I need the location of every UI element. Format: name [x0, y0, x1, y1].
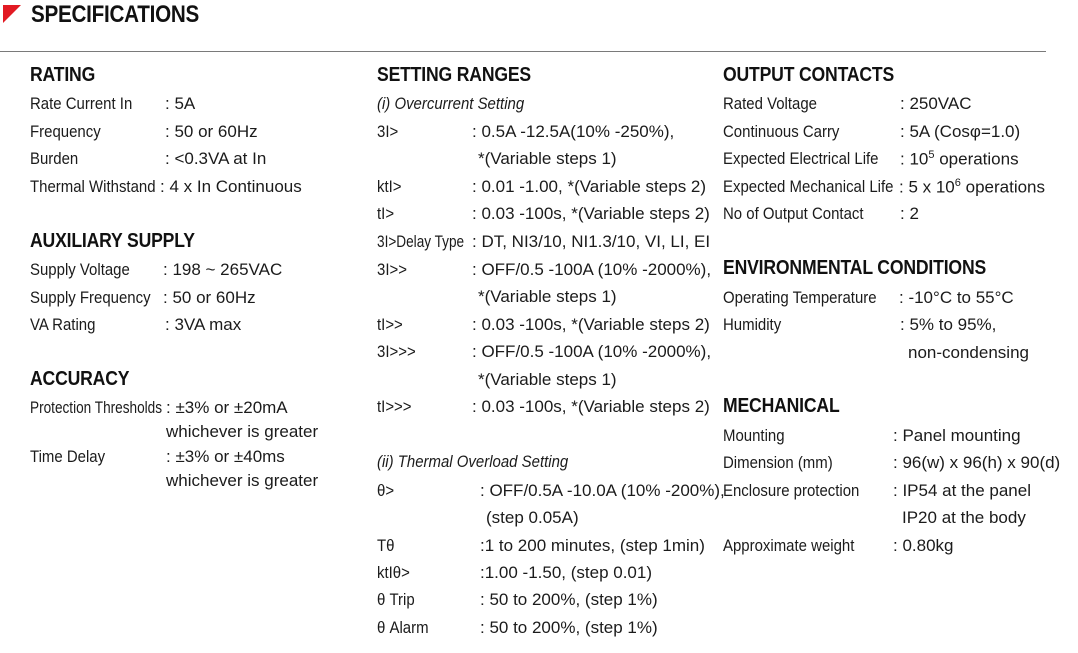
rating-heading: RATING: [30, 64, 96, 86]
spec-label: Dimension (mm): [723, 453, 833, 472]
thermal-subheading: (ii) Thermal Overload Setting: [377, 452, 569, 471]
spec-label: Tθ: [377, 536, 395, 555]
spec-value: : 50 or 60Hz: [165, 122, 258, 141]
spec-value: : 50 to 200%, (step 1%): [480, 618, 658, 637]
env-heading: ENVIRONMENTAL CONDITIONS: [723, 257, 987, 279]
spec-value: : IP54 at the panel: [893, 481, 1031, 500]
spec-value: : $10^5$ operations: [900, 149, 1019, 169]
output-heading: OUTPUT CONTACTS: [723, 64, 895, 86]
spec-label: 3I>: [377, 122, 399, 141]
spec-value: : 0.03 -100s, *(Variable steps 2): [472, 204, 710, 223]
spec-value: : OFF/0.5 -100A (10% -2000%),: [472, 260, 712, 279]
spec-value: : ±3% or ±40ms: [166, 447, 285, 466]
spec-label: Protection Thresholds: [30, 398, 163, 417]
spec-value: : 5A: [165, 94, 196, 113]
superscript: 5: [928, 149, 935, 161]
spec-label: Thermal Withstand: [30, 177, 156, 196]
spec-label: Mounting: [723, 426, 785, 445]
spec-label: ktIθ>: [377, 563, 410, 582]
mech-heading: MECHANICAL: [723, 395, 840, 417]
spec-value: : -10°C to 55°C: [899, 288, 1014, 307]
spec-label: Humidity: [723, 315, 782, 334]
spec-value: : 4 x In Continuous: [160, 177, 302, 196]
spec-label: tI>: [377, 204, 395, 223]
spec-value: : OFF/0.5A -10.0A (10% -200%),: [480, 481, 725, 500]
spec-value-cont: whichever is greater: [166, 422, 319, 441]
spec-label: VA Rating: [30, 315, 96, 334]
spec-value: : 0.5A -12.5A(10% -250%),: [472, 122, 675, 141]
spec-value: : 0.03 -100s, *(Variable steps 2): [472, 397, 710, 416]
spec-label: Expected Electrical Life: [723, 149, 879, 168]
spec-value-cont: non-condensing: [908, 343, 1029, 362]
spec-label: θ Trip: [377, 590, 415, 609]
spec-value: : <0.3VA at In: [165, 149, 267, 168]
spec-label: Approximate weight: [723, 536, 855, 555]
setting-heading: SETTING RANGES: [377, 64, 531, 86]
spec-value: : Panel mounting: [893, 426, 1021, 445]
header: [0, 0, 1078, 54]
spec-label: Continuous Carry: [723, 122, 840, 141]
superscript: 6: [954, 177, 961, 189]
spec-value: : 0.80kg: [893, 536, 954, 555]
spec-label: 3I>Delay Type: [377, 232, 465, 251]
spec-value: :1.00 -1.50, (step 0.01): [480, 563, 652, 582]
spec-label: Enclosure protection: [723, 481, 860, 500]
aux-heading: AUXILIARY SUPPLY: [30, 230, 195, 252]
divider: [0, 51, 1046, 52]
spec-label: tI>>: [377, 315, 403, 334]
spec-value: : DT, NI3/10, NI1.3/10, VI, LI, EI: [472, 232, 711, 251]
spec-label: Expected Mechanical Life: [723, 177, 894, 196]
spec-value: : 0.01 -1.00, *(Variable steps 2): [472, 177, 707, 196]
spec-label: Burden: [30, 149, 79, 168]
spec-value: : 50 to 200%, (step 1%): [480, 590, 658, 609]
spec-label: θ Alarm: [377, 618, 429, 637]
spec-label: θ>: [377, 481, 395, 500]
spec-value: : 5A (Cosφ=1.0): [900, 122, 1021, 141]
spec-value: : 5 x $10^6$ operations: [899, 177, 1046, 197]
page-title: SPECIFICATIONS: [31, 1, 200, 28]
spec-value: : 2: [900, 204, 919, 223]
spec-label: Rate Current In: [30, 94, 133, 113]
spec-value-cont: whichever is greater: [166, 471, 319, 490]
spec-value: : 50 or 60Hz: [163, 288, 256, 307]
spec-value-cont: *(Variable steps 1): [478, 287, 617, 306]
spec-label: ktI>: [377, 177, 402, 196]
spec-value: : ±3% or ±20mA: [166, 398, 288, 417]
spec-label: tI>>>: [377, 397, 412, 416]
accuracy-heading: ACCURACY: [30, 368, 130, 390]
spec-value: : 3VA max: [165, 315, 242, 334]
overcurrent-subheading: (i) Overcurrent Setting: [377, 94, 525, 113]
spec-value-cont: *(Variable steps 1): [478, 370, 617, 389]
spec-value: : 0.03 -100s, *(Variable steps 2): [472, 315, 710, 334]
spec-label: 3I>>>: [377, 342, 416, 361]
spec-label: Frequency: [30, 122, 101, 141]
spec-label: Operating Temperature: [723, 288, 877, 307]
spec-value: : 250VAC: [900, 94, 972, 113]
spec-value: :1 to 200 minutes, (step 1min): [480, 536, 705, 555]
red-triangle-icon: [3, 5, 21, 23]
spec-label: Supply Frequency: [30, 288, 151, 307]
spec-label: Time Delay: [30, 447, 106, 466]
spec-value: : 96(w) x 96(h) x 90(d): [893, 453, 1061, 472]
spec-label: 3I>>: [377, 260, 407, 279]
spec-value: : 198 ~ 265VAC: [163, 260, 283, 279]
spec-value: : OFF/0.5 -100A (10% -2000%),: [472, 342, 712, 361]
spec-value-cont: IP20 at the body: [902, 508, 1026, 527]
spec-label: Rated Voltage: [723, 94, 817, 113]
spec-label: No of Output Contact: [723, 204, 864, 223]
spec-label: Supply Voltage: [30, 260, 130, 279]
spec-value-cont: *(Variable steps 1): [478, 149, 617, 168]
spec-value: : 5% to 95%,: [900, 315, 997, 334]
spec-value-cont: (step 0.05A): [486, 508, 579, 527]
